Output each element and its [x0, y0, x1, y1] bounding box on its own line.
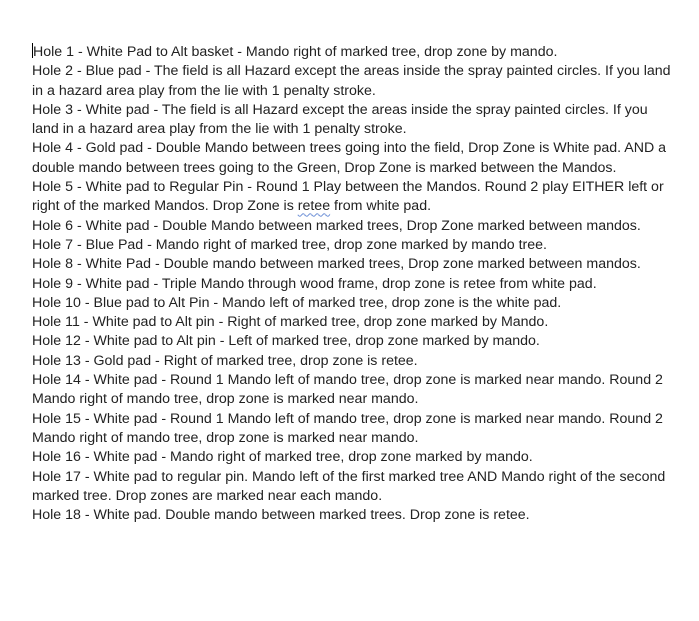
- hole-9-line: Hole 9 - White pad - Triple Mando through wood frame, drop zone is retee from white pad.: [32, 275, 597, 292]
- hole-3-line: Hole 3 - White pad - The field is all Hazard except the areas inside the spray painted circles. If you land in a hazard area play from the lie with 1 penalty stroke.: [32, 101, 648, 138]
- hole-5-text-before: Hole 5 - White pad to Regular Pin - Round 1 Play between the Mandos. Round 2 play EITHER left or right of the marked Mandos. Drop Zone is: [32, 179, 664, 215]
- hole-4-line: Hole 4 - Gold pad - Double Mando between trees going into the field, Drop Zone is White pad. AND a double mando between trees going to the Green, Drop Zone is marked between the Mandos.: [32, 140, 667, 176]
- hole-11-line: Hole 11 - White pad to Alt pin - Right of marked tree, drop zone marked by Mando.: [32, 314, 549, 331]
- hole-15-line: Hole 15 - White pad - Round 1 Mando left of mando tree, drop zone is marked near mando. Round 2 Mando right of mando tree, drop zone is marked near mando.: [32, 410, 663, 446]
- hole-12-line: Hole 12 - White pad to Alt pin - Left of marked tree, drop zone marked by mando.: [32, 333, 540, 350]
- hole-14-line: Hole 14 - White pad - Round 1 Mando left of mando tree, drop zone is marked near mando. Round 2 Mando right of mando tree, drop zone is marked near mando.: [32, 372, 663, 408]
- document-body[interactable]: [32, 43, 672, 525]
- hole-17-line: Hole 17 - White pad to regular pin. Mando left of the first marked tree AND Mando right of the second marked tree. Drop zones are marked near each mando.: [32, 468, 666, 504]
- hole-13-line: Hole 13 - Gold pad - Right of marked tree, drop zone is retee.: [32, 352, 418, 369]
- spellcheck-flagged-word[interactable]: retee: [297, 198, 331, 215]
- hole-10-line: Hole 10 - Blue pad to Alt Pin - Mando left of marked tree, drop zone is the white pad.: [32, 294, 562, 311]
- hole-1-line: Hole 1 - White Pad to Alt basket - Mando right of marked tree, drop zone by mando.: [33, 44, 558, 60]
- hole-7-line: Hole 7 - Blue Pad - Mando right of marked tree, drop zone marked by mando tree.: [32, 236, 547, 253]
- hole-5-text-after: from white pad.: [330, 198, 432, 215]
- hole-5-line: [32, 178, 672, 217]
- hole-8-line: Hole 8 - White Pad - Double mando between marked trees, Drop zone marked between mandos.: [32, 256, 641, 273]
- hole-6-line: Hole 6 - White pad - Double Mando between marked trees, Drop Zone marked between mandos.: [32, 217, 641, 234]
- hole-18-line: Hole 18 - White pad. Double mando between marked trees. Drop zone is retee.: [32, 507, 530, 524]
- hole-16-line: Hole 16 - White pad - Mando right of marked tree, drop zone marked by mando.: [32, 449, 533, 466]
- hole-2-line: Hole 2 - Blue pad - The field is all Hazard except the areas inside the spray painted circles. If you land in a hazard area play from the lie with 1 penalty stroke.: [32, 63, 671, 99]
